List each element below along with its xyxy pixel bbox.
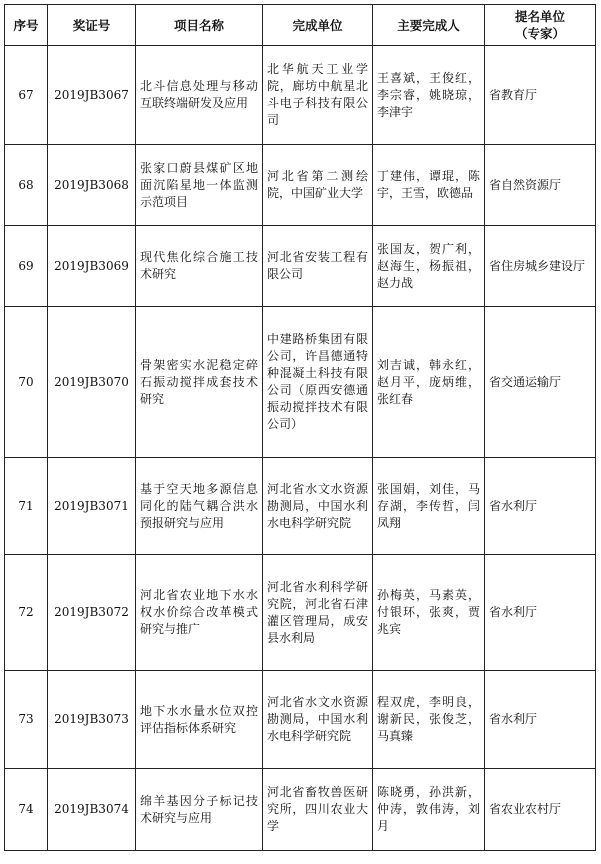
- cell-name: 张家口蔚县煤矿区地面沉陷星地一体监测示范项目: [136, 145, 263, 226]
- table-row: [5, 458, 596, 555]
- table-row: [5, 46, 596, 145]
- cell-name: 现代焦化综合施工技术研究: [136, 226, 263, 307]
- table-row: [5, 769, 596, 851]
- cell-unit: 中建路桥集团有限公司，许昌德通特种混凝土科技有限公司（原西安德通振动搅拌技术有限公司）: [263, 307, 373, 458]
- header-unit: 完成单位: [263, 5, 373, 46]
- cell-nominator: 省交通运输厅: [485, 307, 596, 458]
- cell-seq: 72: [5, 555, 48, 671]
- cell-award-no: 2019JB3067: [48, 46, 136, 145]
- cell-name: 北斗信息处理与移动互联终端研发及应用: [136, 46, 263, 145]
- cell-unit: 河北省安装工程有限公司: [263, 226, 373, 307]
- cell-award-no: 2019JB3071: [48, 458, 136, 555]
- cell-people: 张国娟，刘佳，马存湖，李传哲，闫凤翔: [373, 458, 485, 555]
- cell-unit: 河北省水文水资源勘测局，中国水利水电科学研究院: [263, 671, 373, 769]
- cell-seq: 68: [5, 145, 48, 226]
- table-row: [5, 226, 596, 307]
- cell-people: 王喜斌，王俊红，李宗睿，姚晓琼，李津宇: [373, 46, 485, 145]
- cell-name: 基于空天地多源信息同化的陆气耦合洪水预报研究与应用: [136, 458, 263, 555]
- cell-seq: 67: [5, 46, 48, 145]
- header-award-no: 奖证号: [48, 5, 136, 46]
- cell-people: 丁建伟，谭琨，陈宇，王雪，欧德品: [373, 145, 485, 226]
- cell-award-no: 2019JB3072: [48, 555, 136, 671]
- cell-nominator: 省水利厅: [485, 458, 596, 555]
- cell-nominator: 省教育厅: [485, 46, 596, 145]
- cell-seq: 69: [5, 226, 48, 307]
- cell-seq: 71: [5, 458, 48, 555]
- cell-nominator: 省自然资源厅: [485, 145, 596, 226]
- cell-seq: 73: [5, 671, 48, 769]
- cell-people: 张国友，贺广利，赵海生，杨振祖，赵力战: [373, 226, 485, 307]
- cell-unit: 河北省畜牧兽医研究所，四川农业大学: [263, 769, 373, 851]
- header-nominator: [485, 5, 596, 46]
- cell-people: 刘吉诚，韩永红，赵月平，庞炳维，张红春: [373, 307, 485, 458]
- header-name: 项目名称: [136, 5, 263, 46]
- cell-nominator: 省农业农村厅: [485, 769, 596, 851]
- cell-unit: 河北省水文水资源勘测局，中国水利水电科学研究院: [263, 458, 373, 555]
- header-nominator-sub: （专家）: [514, 26, 565, 41]
- table-row: [5, 145, 596, 226]
- cell-people: 孙梅英，马素英，付银环，张爽，贾兆宾: [373, 555, 485, 671]
- header-seq: 序号: [5, 5, 48, 46]
- cell-people: 程双虎，李明良，谢新民，张俊芝，马真臻: [373, 671, 485, 769]
- cell-name: 地下水水量水位双控评估指标体系研究: [136, 671, 263, 769]
- cell-award-no: 2019JB3070: [48, 307, 136, 458]
- cell-name: 河北省农业地下水水权水价综合改革模式研究与推广: [136, 555, 263, 671]
- table-row: [5, 307, 596, 458]
- table-row: [5, 671, 596, 769]
- cell-seq: 74: [5, 769, 48, 851]
- cell-nominator: 省住房城乡建设厅: [485, 226, 596, 307]
- header-row: [5, 5, 596, 46]
- cell-seq: 70: [5, 307, 48, 458]
- awards-table: [4, 4, 596, 851]
- table-row: [5, 555, 596, 671]
- header-people: 主要完成人: [373, 5, 485, 46]
- cell-nominator: 省水利厅: [485, 555, 596, 671]
- cell-name: 绵羊基因分子标记技术研究与应用: [136, 769, 263, 851]
- cell-unit: 河北省水利科学研究院，河北省石津灌区管理局，成安县水利局: [263, 555, 373, 671]
- cell-unit: 北华航天工业学院，廊坊中航星北斗电子科技有限公司: [263, 46, 373, 145]
- cell-nominator: 省水利厅: [485, 671, 596, 769]
- cell-people: 陈晓勇，孙洪新，仲涛，敦伟涛，刘月: [373, 769, 485, 851]
- header-nominator-main: 提名单位: [514, 9, 565, 24]
- cell-award-no: 2019JB3068: [48, 145, 136, 226]
- cell-award-no: 2019JB3074: [48, 769, 136, 851]
- cell-unit: 河北省第二测绘院，中国矿业大学: [263, 145, 373, 226]
- cell-award-no: 2019JB3069: [48, 226, 136, 307]
- cell-name: 骨架密实水泥稳定碎石振动搅拌成套技术研究: [136, 307, 263, 458]
- cell-award-no: 2019JB3073: [48, 671, 136, 769]
